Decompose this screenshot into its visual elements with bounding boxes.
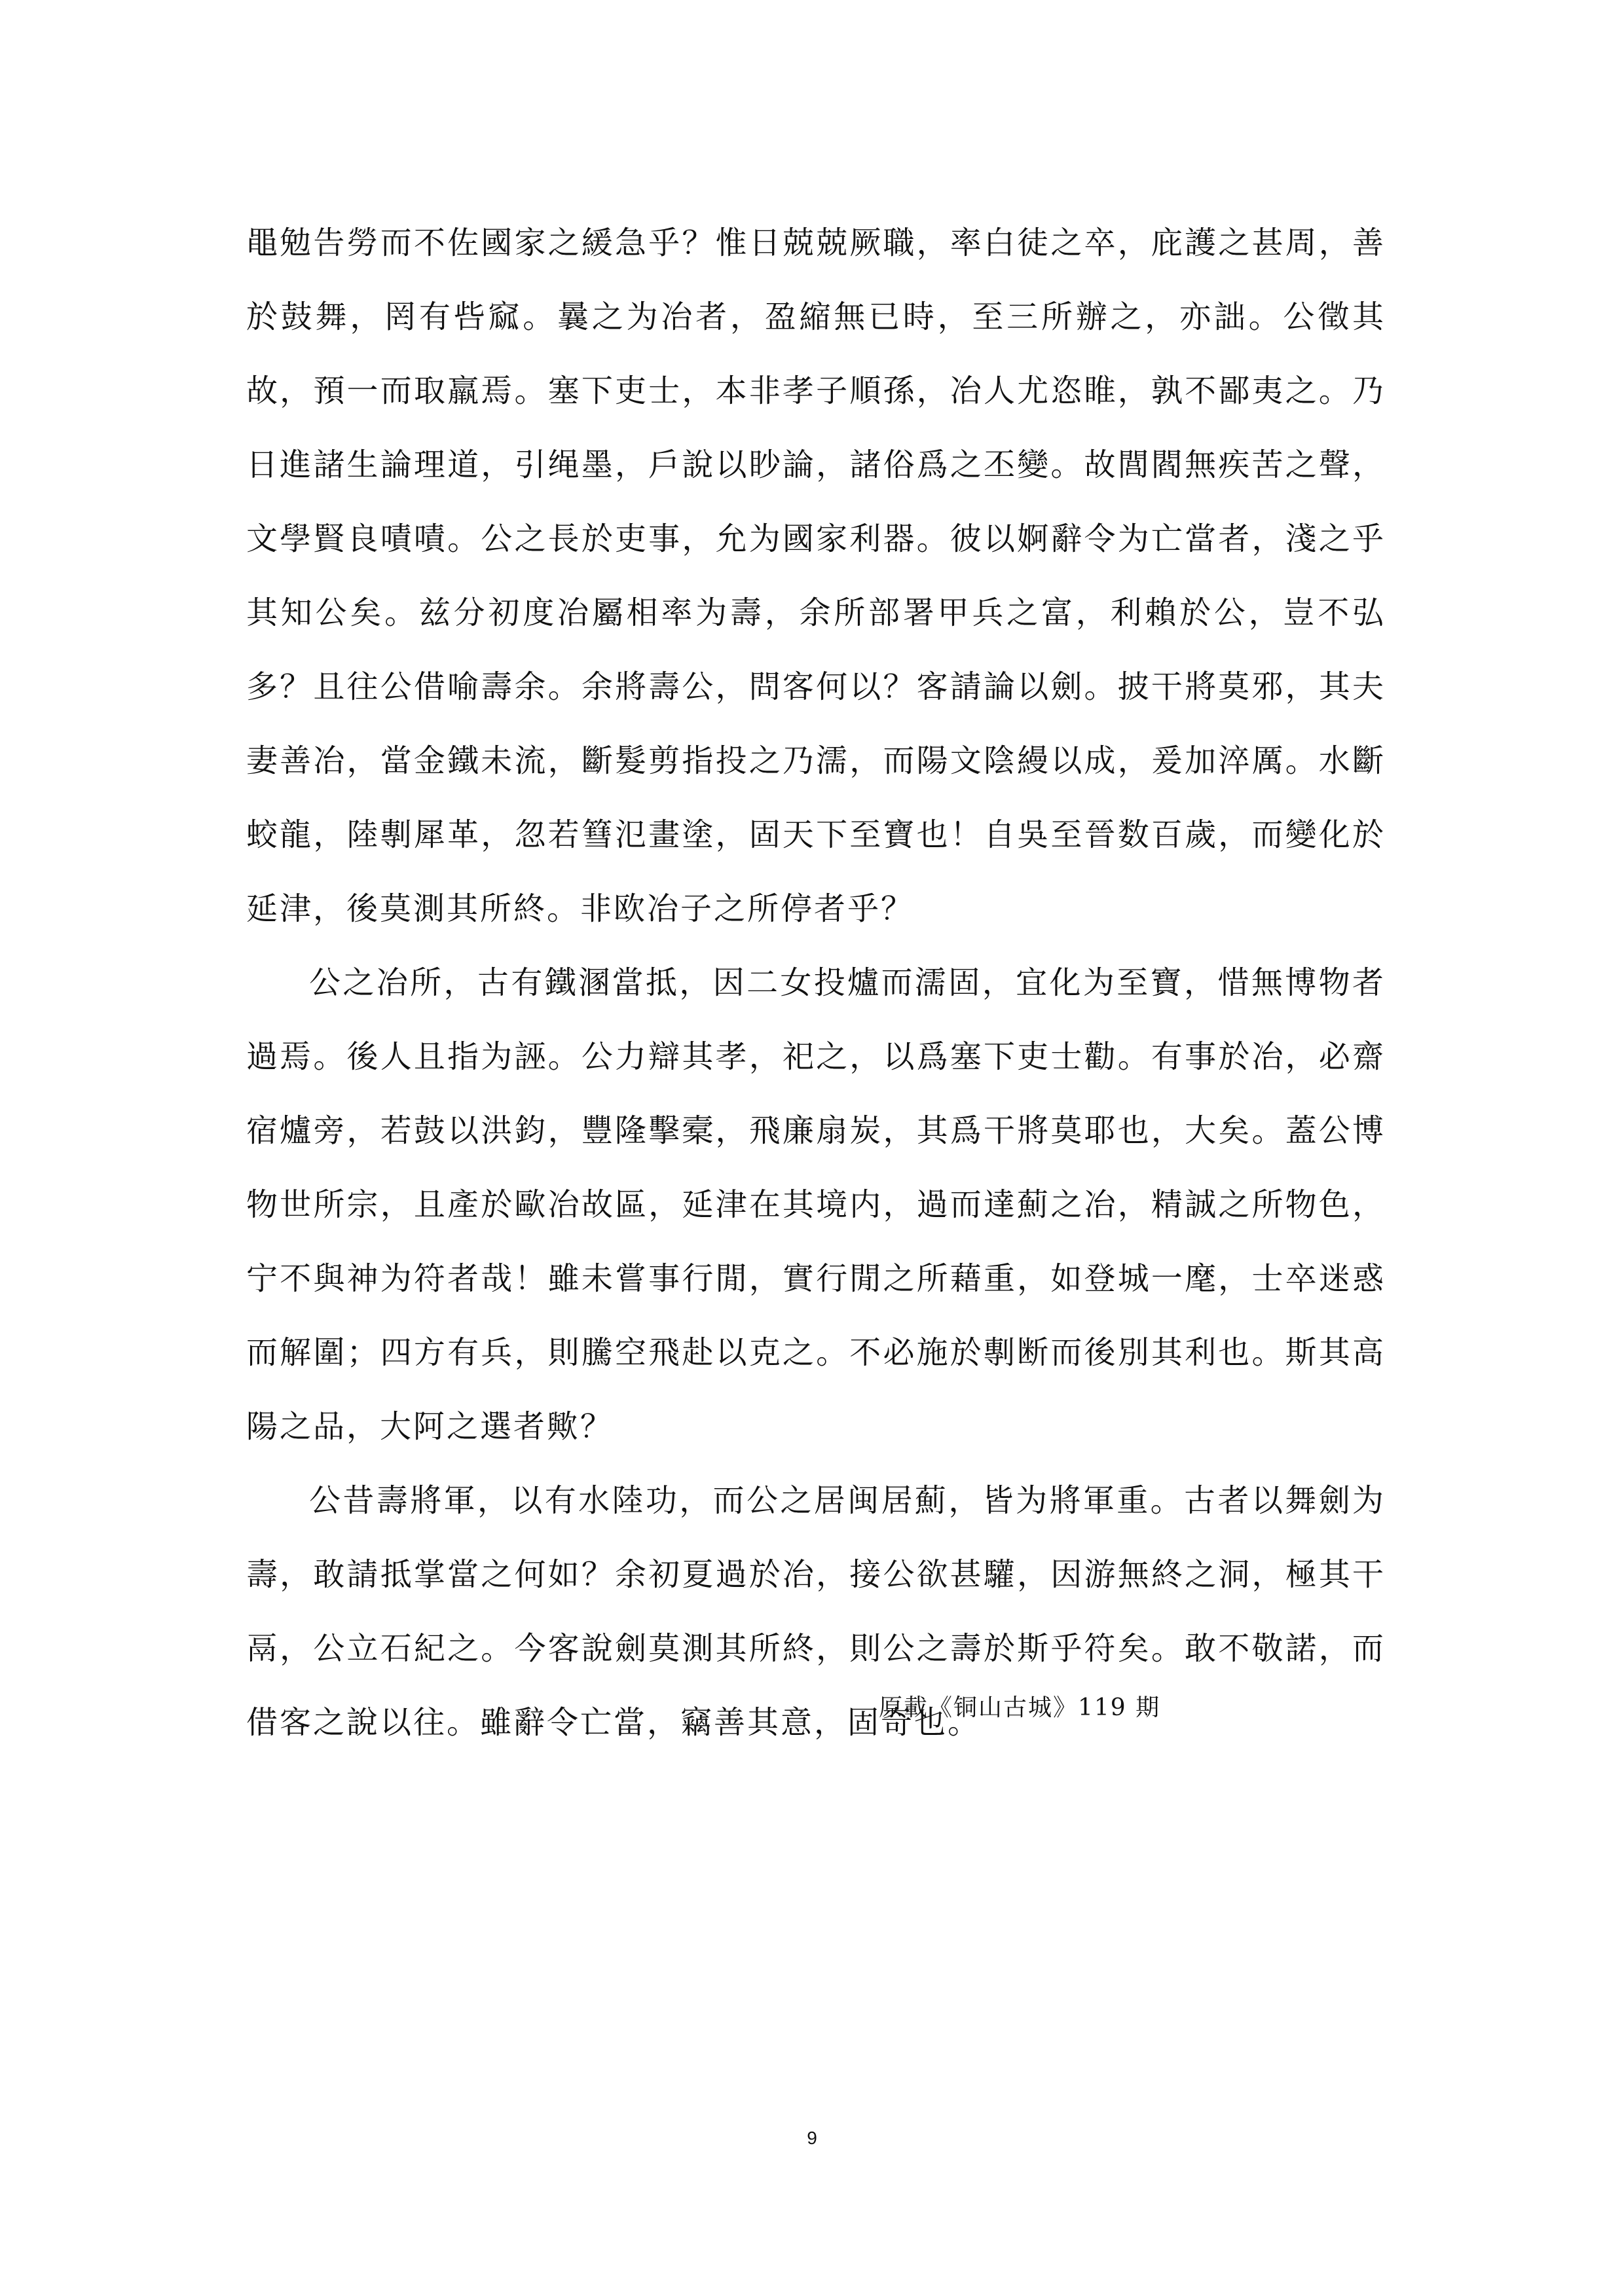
source-note: 原載《铜山古城》119 期: [879, 1694, 1161, 1721]
paragraph-3: 公昔壽將軍，以有水陸功，而公之居闽居薊，皆为將軍重。古者以舞劍为壽，敢請抵掌當之何如？余初夏過於冶，接公欲甚驩，因游無終之洞，極其干鬲，公立石紀之。今客說劍莫測其所終，則公之壽於斯乎符矣。敢不敬諾，而借客之說以往。雖辭令亡當，竊善其意，固奇也。: [246, 1482, 1386, 1741]
body-text: [246, 206, 1386, 1760]
paragraph-1: 黽勉告勞而不佐國家之緩急乎？惟日兢兢厥職，率白徒之卒，庇護之甚周，善於鼓舞，罔有呰窳。曩之为冶者，盈縮無已時，至三所辦之，亦詘。公徵其故，預一而取羸焉。塞下吏士，本非孝子順孫，冶人尤恣睢，孰不鄙夷之。乃日進諸生論理道，引绳墨，戶說以眇論，諸俗爲之丕變。故閭閻無疾苦之聲，文學賢良嘖嘖。公之長於吏事，允为國家利器。彼以婀辭令为亡當者，淺之乎其知公矣。兹分初度冶屬相率为壽，余所部署甲兵之富，利賴於公，豈不弘多？且往公借喻壽余。余將壽公，問客何以？客請論以劍。披干將莫邪，其夫妻善冶，當金鐵未流，斷髮剪指投之乃濡，而陽文陰縵以成，爰加淬厲。水斷蛟龍，陸剸犀革，忽若篲氾畫塗，固天下至寶也！自吳至晉数百歲，而變化於延津，後莫測其所終。非欧冶子之所停者乎？: [246, 225, 1386, 927]
page-number: 9: [807, 2128, 817, 2148]
paragraph-2: 公之冶所，古有鐵溷當抵，因二女投爐而濡固，宜化为至寶，惜無博物者過焉。後人且指为誣。公力辯其孝，祀之，以爲塞下吏士勸。有事於冶，必齋宿爐旁，若鼓以洪鈞，豐隆擊槖，飛廉扇炭，其爲干將莫耶也，大矣。蓋公博物世所宗，且產於歐冶故區，延津在其境内，過而達薊之冶，精誠之所物色，宁不與神为符者哉！雖未嘗事行閒，實行閒之所藉重，如登城一麾，士卒迷惑而解圍；四方有兵，則騰空飛赴以克之。不必施於剸断而後別其利也。斯其高陽之品，大阿之選者歟？: [246, 964, 1386, 1445]
